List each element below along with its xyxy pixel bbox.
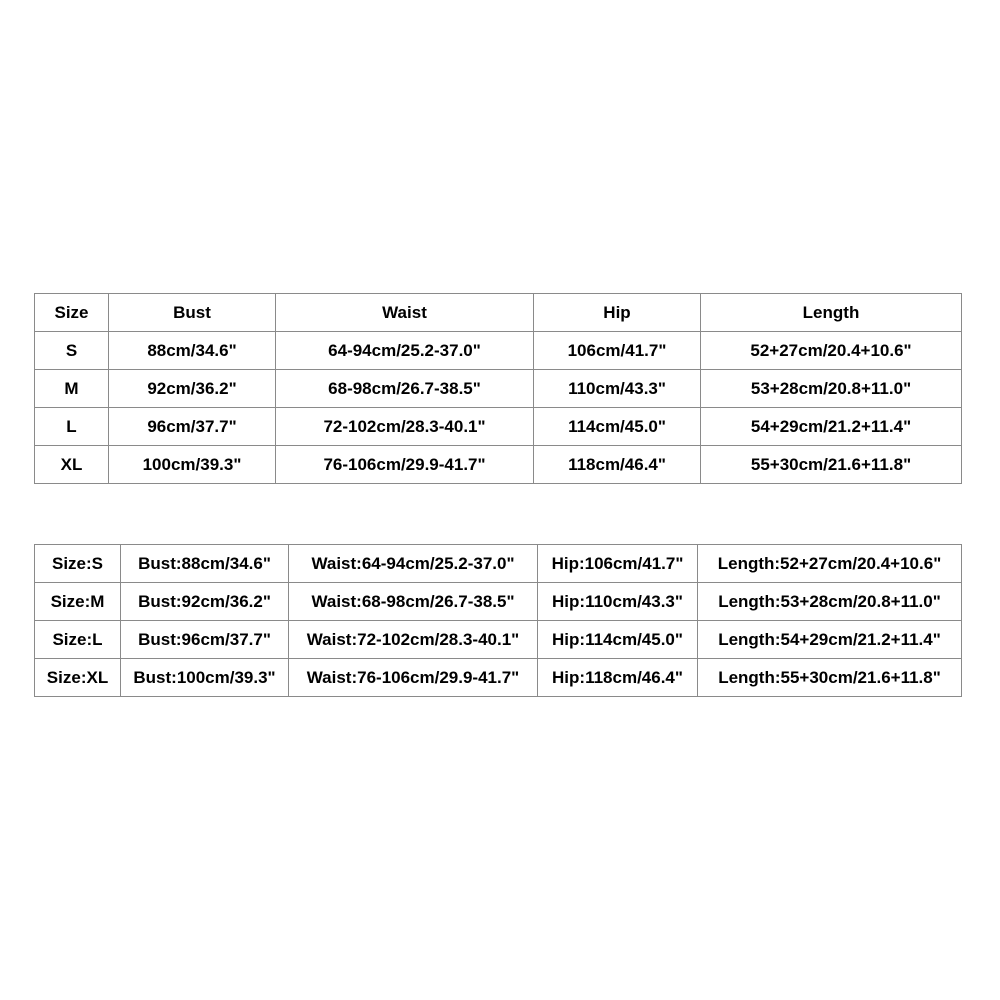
size-chart-table-labeled bbox=[34, 544, 962, 697]
size-chart-table-detailed bbox=[34, 293, 962, 484]
cell-hip: Hip:114cm/45.0" bbox=[538, 621, 698, 659]
table-row bbox=[35, 370, 962, 408]
cell-hip: 118cm/46.4" bbox=[534, 446, 701, 484]
header-size: Size bbox=[35, 294, 109, 332]
cell-hip: Hip:118cm/46.4" bbox=[538, 659, 698, 697]
header-bust: Bust bbox=[109, 294, 276, 332]
cell-waist: 76-106cm/29.9-41.7" bbox=[276, 446, 534, 484]
table-row bbox=[35, 659, 962, 697]
cell-bust: Bust:92cm/36.2" bbox=[121, 583, 289, 621]
cell-bust: Bust:88cm/34.6" bbox=[121, 545, 289, 583]
cell-size: Size:L bbox=[35, 621, 121, 659]
cell-waist: Waist:64-94cm/25.2-37.0" bbox=[289, 545, 538, 583]
cell-bust: 100cm/39.3" bbox=[109, 446, 276, 484]
table-row bbox=[35, 583, 962, 621]
cell-size: L bbox=[35, 408, 109, 446]
cell-waist: Waist:76-106cm/29.9-41.7" bbox=[289, 659, 538, 697]
table-header-row bbox=[35, 294, 962, 332]
cell-size: M bbox=[35, 370, 109, 408]
table-row bbox=[35, 332, 962, 370]
cell-length: 55+30cm/21.6+11.8" bbox=[701, 446, 962, 484]
cell-size: Size:XL bbox=[35, 659, 121, 697]
header-hip: Hip bbox=[534, 294, 701, 332]
header-length: Length bbox=[701, 294, 962, 332]
cell-length: 54+29cm/21.2+11.4" bbox=[701, 408, 962, 446]
cell-length: Length:52+27cm/20.4+10.6" bbox=[698, 545, 962, 583]
table-row bbox=[35, 621, 962, 659]
cell-bust: 96cm/37.7" bbox=[109, 408, 276, 446]
cell-bust: Bust:100cm/39.3" bbox=[121, 659, 289, 697]
cell-bust: Bust:96cm/37.7" bbox=[121, 621, 289, 659]
cell-length: Length:55+30cm/21.6+11.8" bbox=[698, 659, 962, 697]
cell-hip: 106cm/41.7" bbox=[534, 332, 701, 370]
cell-length: Length:54+29cm/21.2+11.4" bbox=[698, 621, 962, 659]
cell-size: S bbox=[35, 332, 109, 370]
cell-waist: 68-98cm/26.7-38.5" bbox=[276, 370, 534, 408]
table-row bbox=[35, 446, 962, 484]
cell-waist: Waist:68-98cm/26.7-38.5" bbox=[289, 583, 538, 621]
cell-length: Length:53+28cm/20.8+11.0" bbox=[698, 583, 962, 621]
cell-bust: 92cm/36.2" bbox=[109, 370, 276, 408]
cell-size: Size:S bbox=[35, 545, 121, 583]
cell-bust: 88cm/34.6" bbox=[109, 332, 276, 370]
cell-hip: Hip:110cm/43.3" bbox=[538, 583, 698, 621]
cell-waist: 72-102cm/28.3-40.1" bbox=[276, 408, 534, 446]
header-waist: Waist bbox=[276, 294, 534, 332]
cell-size: Size:M bbox=[35, 583, 121, 621]
cell-hip: 110cm/43.3" bbox=[534, 370, 701, 408]
table-row bbox=[35, 545, 962, 583]
cell-waist: Waist:72-102cm/28.3-40.1" bbox=[289, 621, 538, 659]
table-row bbox=[35, 408, 962, 446]
cell-hip: Hip:106cm/41.7" bbox=[538, 545, 698, 583]
cell-waist: 64-94cm/25.2-37.0" bbox=[276, 332, 534, 370]
cell-hip: 114cm/45.0" bbox=[534, 408, 701, 446]
cell-length: 52+27cm/20.4+10.6" bbox=[701, 332, 962, 370]
cell-length: 53+28cm/20.8+11.0" bbox=[701, 370, 962, 408]
cell-size: XL bbox=[35, 446, 109, 484]
